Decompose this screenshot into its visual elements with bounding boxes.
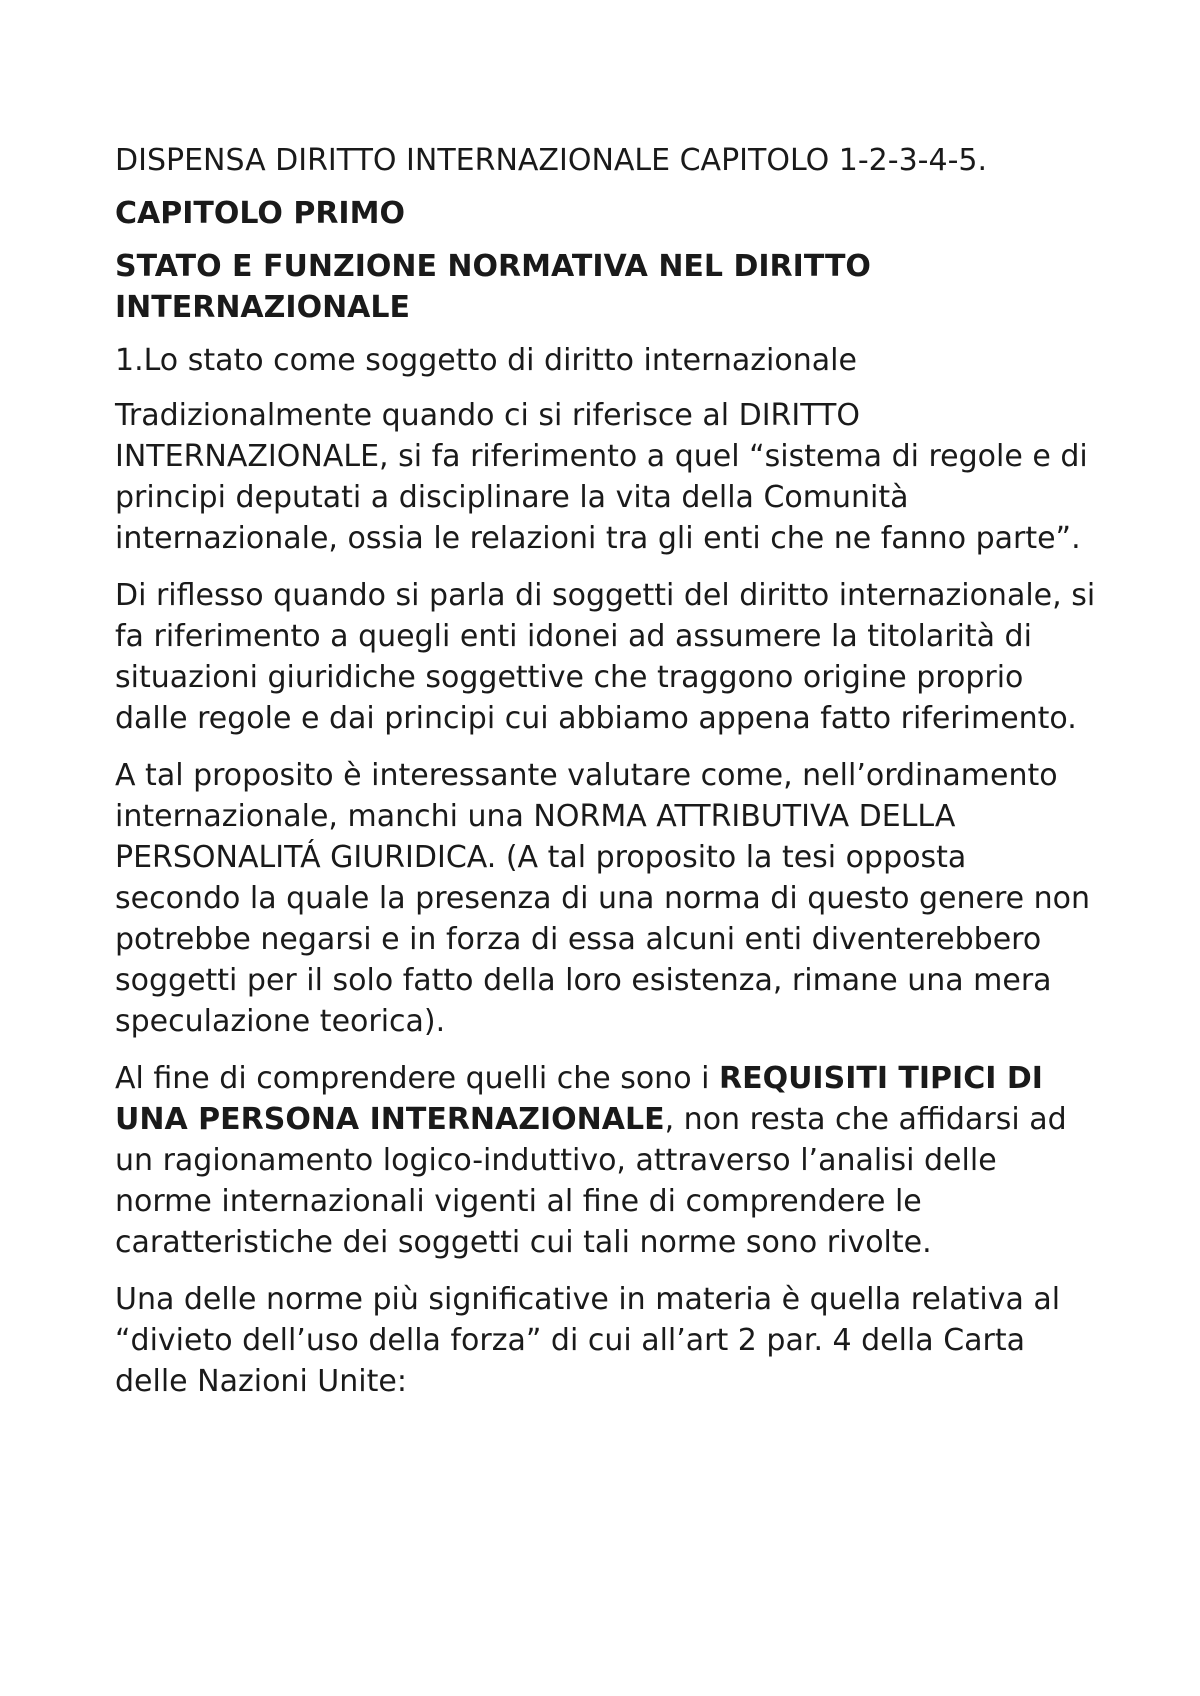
paragraph-3: A tal proposito è interessante valutare come, nell’ordinamento internazionale, manchi una NORMA ATTRIBUTIVA DELLA PERSONALITÁ GIURIDICA. (A tal proposito la tesi opposta secondo la quale la presenza di una norma di questo genere non potrebbe negarsi e in forza di essa alcuni enti diventerebbero soggetti per il solo fatto della loro esistenza, rimane una mera speculazione teorica). xyxy=(115,758,1091,1039)
paragraph-4 xyxy=(115,1058,1100,1263)
paragraph-2: Di riflesso quando si parla di soggetti del diritto internazionale, si fa riferimento a quegli enti idonei ad assumere la titolarità di situazioni giuridiche soggettive che traggono origine proprio dalle regole e dai principi cui abbiamo appena fatto riferimento. xyxy=(115,578,1096,736)
chapter-heading: CAPITOLO PRIMO xyxy=(115,196,405,231)
chapter-title: STATO E FUNZIONE NORMATIVA NEL DIRITTO INTERNAZIONALE xyxy=(115,249,871,325)
paragraph-4-emphasis: REQUISITI TIPICI DI UNA PERSONA INTERNAZIONALE xyxy=(115,1061,1043,1137)
paragraph-1: Tradizionalmente quando ci si riferisce al DIRITTO INTERNAZIONALE, si fa riferimento a quel “sistema di regole e di principi deputati a disciplinare la vita della Comunità internazionale, ossia le relazioni tra gli enti che ne fanno parte”. xyxy=(115,398,1088,556)
document-page xyxy=(115,140,1100,1418)
paragraph-5: Una delle norme più significative in materia è quella relativa al “divieto dell’uso della forza” di cui all’art 2 par. 4 della Carta delle Nazioni Unite: xyxy=(115,1282,1061,1399)
paragraph-4-text-end: , non resta che affidarsi ad un ragionamento logico-induttivo, attraverso l’analisi delle norme internazionali vigenti al fine di comprendere le caratteristiche dei soggetti cui tali norme sono rivolte. xyxy=(115,1102,1067,1260)
section-title: 1.Lo stato come soggetto di diritto internazionale xyxy=(115,343,857,378)
paragraph-4-text-start: Al fine di comprendere quelli che sono i xyxy=(115,1061,719,1096)
document-title: DISPENSA DIRITTO INTERNAZIONALE CAPITOLO 1-2-3-4-5. xyxy=(115,143,988,178)
